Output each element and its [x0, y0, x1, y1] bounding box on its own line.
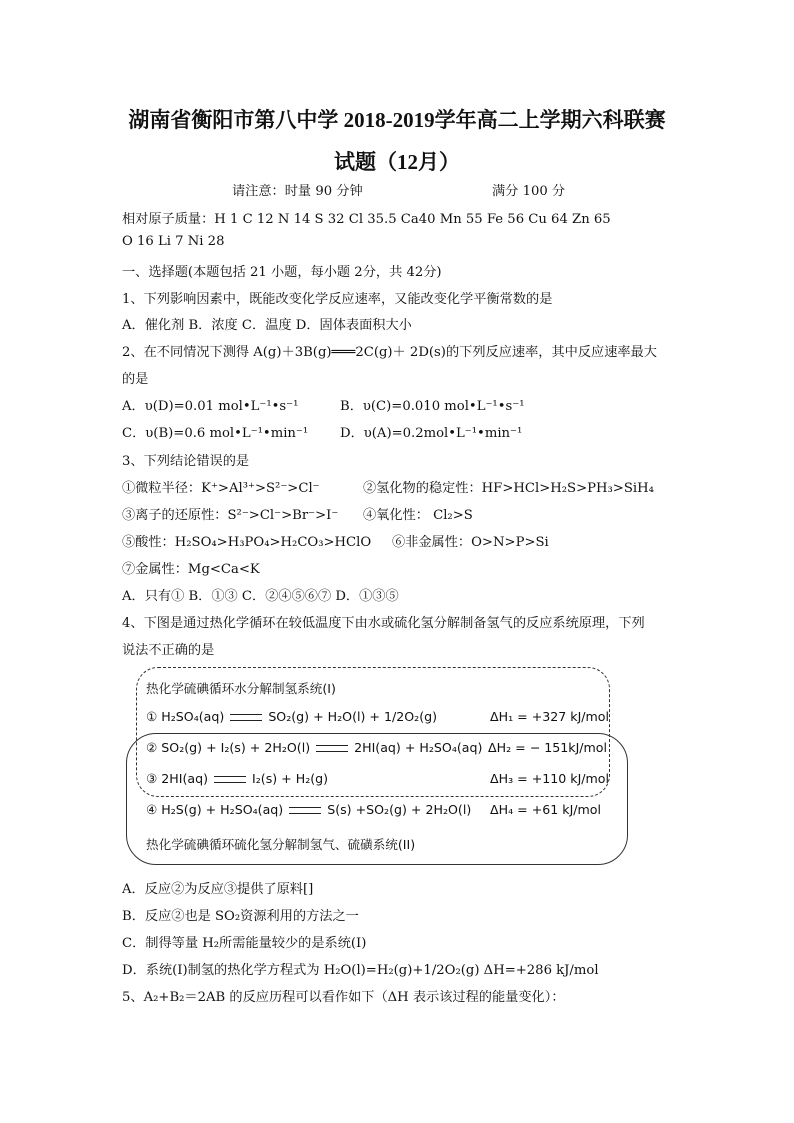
q3-statement-1: ①微粒半径：K⁺>Al³⁺>S²⁻>Cl⁻	[122, 481, 320, 496]
reaction-4	[146, 802, 471, 817]
q4-stem: 4、下图是通过热化学循环在较低温度下由水或硫化氢分解制备氢气的反应系统原理，下列	[122, 616, 645, 631]
section-heading: 一、选择题(本题包括 21 小题，每小题 2分，共 42分)	[122, 265, 442, 280]
q3-statement-5: ⑤酸性：H₂SO₄>H₃PO₄>H₂CO₃>HClO	[122, 535, 372, 550]
q2-stem-cont: 的是	[122, 372, 149, 387]
system2-label: 热化学硫碘循环硫化氢分解制氢气、硫磺系统(II)	[146, 837, 416, 852]
q3-statement-6: ⑥非金属性：O>N>P>Si	[392, 535, 549, 550]
reaction-2	[146, 740, 482, 755]
title-line1: 湖南省衡阳市第八中学 2018-2019学年高二上学期六科联赛	[128, 108, 666, 132]
equilibrium-sign	[230, 714, 262, 721]
q3-options: A．只有① B．①③ C．②④⑤⑥⑦ D．①③⑤	[122, 589, 399, 604]
reaction-1-right: SO₂(g) + H₂O(l) + 1/2O₂(g)	[268, 709, 438, 724]
equilibrium-sign	[214, 776, 246, 783]
reaction-4-right: S(s) +SO₂(g) + 2H₂O(l)	[327, 802, 472, 817]
q4-option-d: D．系统(I)制氢的热化学方程式为 H₂O(l)=H₂(g)+1/2O₂(g) ΔH=+286 kJ/mol	[122, 963, 599, 978]
equilibrium-sign	[289, 807, 321, 814]
q3-statement-4: ④氧化性： Cl₂>S	[363, 508, 473, 523]
reaction-1-left: ① H₂SO₄(aq)	[146, 709, 225, 724]
q4-option-a: A．反应②为反应③提供了原料[]	[122, 882, 314, 897]
q1-stem: 1、下列影响因素中，既能改变化学反应速率，又能改变化学平衡常数的是	[122, 292, 553, 307]
q2-stem: 2、在不同情况下测得 A(g)＋3B(g)═══2C(g)＋ 2D(s)的下列反应速率，其中反应速率最大	[122, 345, 657, 360]
system1-label: 热化学硫碘循环水分解制氢系统(I)	[146, 681, 336, 696]
notice-time: 请注意：时量 90 分钟	[232, 184, 363, 199]
q3-stem: 3、下列结论错误的是	[122, 454, 250, 469]
q4-stem-cont: 说法不正确的是	[122, 643, 215, 658]
reaction-2-left: ② SO₂(g) + I₂(s) + 2H₂O(l)	[146, 740, 311, 755]
reaction-3	[146, 771, 328, 786]
reaction-1-dh: ΔH₁ = +327 kJ/mol	[490, 709, 610, 724]
q4-option-c: C．制得等量 H₂所需能量较少的是系统(I)	[122, 936, 367, 951]
title-line2: 试题（12月）	[334, 150, 460, 174]
atomic-mass-line1: 相对原子质量：H 1 C 12 N 14 S 32 Cl 35.5 Ca40 Mn 55 Fe 56 Cu 64 Zn 65	[122, 212, 611, 227]
q1-options: A．催化剂 B．浓度 C．温度 D．固体表面积大小	[122, 318, 412, 333]
q2-option-a: A．υ(D)=0.01 mol•L⁻¹•s⁻¹	[122, 399, 299, 414]
q2-option-c: C．υ(B)=0.6 mol•L⁻¹•min⁻¹	[122, 426, 309, 441]
q4-option-b: B．反应②也是 SO₂资源利用的方法之一	[122, 909, 359, 924]
reaction-4-left: ④ H₂S(g) + H₂SO₄(aq)	[146, 802, 284, 817]
q2-option-d: D．υ(A)=0.2mol•L⁻¹•min⁻¹	[340, 426, 523, 441]
atomic-mass-line2: O 16 Li 7 Ni 28	[122, 234, 225, 249]
reaction-3-right: I₂(s) + H₂(g)	[252, 771, 329, 786]
q2-option-b: B．υ(C)=0.010 mol•L⁻¹•s⁻¹	[340, 399, 525, 414]
q5-stem: 5、A₂+B₂＝2AB 的反应历程可以看作如下（ΔH 表示该过程的能量变化）：	[122, 990, 565, 1005]
reaction-2-dh: ΔH₂ = − 151kJ/mol	[488, 740, 608, 755]
q3-statement-7: ⑦金属性：Mg<Ca<K	[122, 562, 260, 577]
reaction-3-dh: ΔH₃ = +110 kJ/mol	[490, 771, 610, 786]
equilibrium-sign	[316, 745, 348, 752]
q3-statement-3: ③离子的还原性：S²⁻>Cl⁻>Br⁻>I⁻	[122, 508, 339, 523]
reaction-2-right: 2HI(aq) + H₂SO₄(aq)	[354, 740, 483, 755]
q3-statement-2: ②氢化物的稳定性：HF>HCl>H₂S>PH₃>SiH₄	[363, 481, 654, 496]
notice-score: 满分 100 分	[492, 184, 566, 199]
reaction-1	[146, 709, 437, 724]
reaction-3-left: ③ 2HI(aq)	[146, 771, 209, 786]
reaction-4-dh: ΔH₄ = +61 kJ/mol	[490, 802, 601, 817]
